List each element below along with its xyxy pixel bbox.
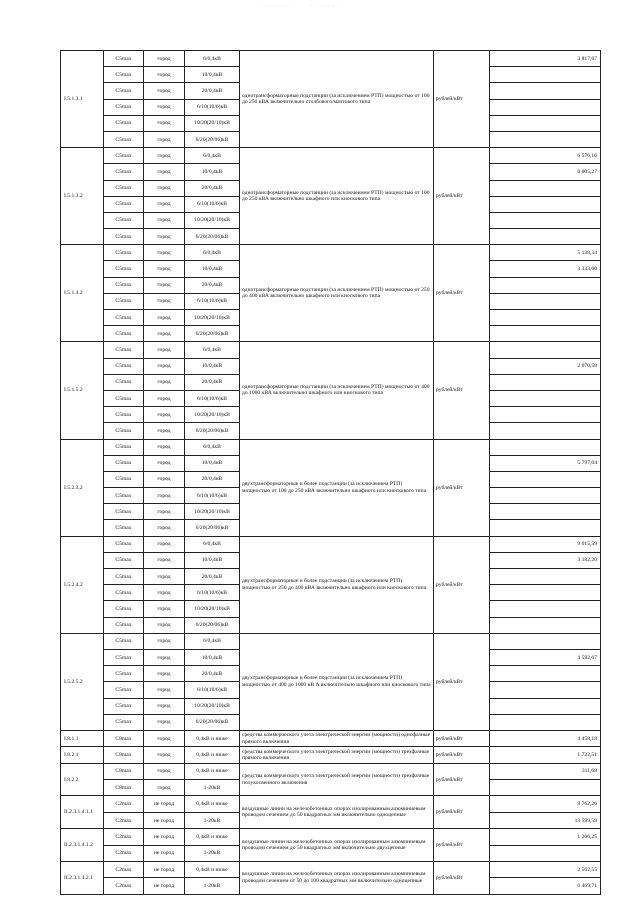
voltage-cell: 10/20(20/10)кВ	[185, 698, 240, 714]
location-cell: город	[144, 342, 185, 358]
scan-mark-right: · · · ·· · ·	[310, 4, 341, 9]
location-cell: город	[144, 99, 185, 115]
row-code-cell: I.5.2.3.2	[61, 439, 104, 536]
rate-value-cell	[490, 845, 601, 861]
category-cell: C8max	[104, 763, 144, 779]
description-cell: однотрансформаторные подстанции (за исключением РТП) мощностью от 400 до 1000 кВА включительно шкафного или киоскового типа	[240, 342, 434, 439]
category-cell: C2max	[104, 845, 144, 861]
location-cell: город	[144, 552, 185, 568]
row-code-cell: I.5.1.3.1	[61, 51, 104, 148]
category-cell: C5max	[104, 131, 144, 147]
category-cell: C5max	[104, 51, 144, 67]
category-cell: C5max	[104, 585, 144, 601]
location-cell: город	[144, 536, 185, 552]
rate-value-cell	[490, 196, 601, 212]
category-cell: C5max	[104, 261, 144, 277]
location-cell: город	[144, 83, 185, 99]
rate-value-cell: 3 817,67	[490, 51, 601, 67]
voltage-cell: 1-20кВ	[185, 845, 240, 861]
rate-value-cell	[490, 698, 601, 714]
location-cell: город	[144, 666, 185, 682]
voltage-cell: 6/20(20/06)кВ	[185, 520, 240, 536]
table-row	[61, 439, 601, 455]
location-cell: не город	[144, 812, 185, 828]
rate-value-cell	[490, 293, 601, 309]
tariff-table	[60, 50, 601, 895]
category-cell: C5max	[104, 552, 144, 568]
voltage-cell: 10/0,4кВ	[185, 67, 240, 83]
location-cell: город	[144, 649, 185, 665]
location-cell: город	[144, 67, 185, 83]
rate-value-cell: 3 333,60	[490, 261, 601, 277]
category-cell: C5max	[104, 633, 144, 649]
location-cell: город	[144, 569, 185, 585]
unit-cell: рублей/кВт	[434, 439, 490, 536]
table-row	[61, 747, 601, 763]
description-cell: воздушные линии на железобетонных опорах изолированным алюминиевым проводом сечением от 50 до 100 квадратных мм включительно одноцепные	[240, 862, 434, 895]
voltage-cell: 6/0,4кВ	[185, 342, 240, 358]
category-cell: C5max	[104, 115, 144, 131]
location-cell: город	[144, 504, 185, 520]
rate-value-cell: 5 138,34	[490, 245, 601, 261]
location-cell: город	[144, 455, 185, 471]
rate-value-cell	[490, 342, 601, 358]
category-cell: C5max	[104, 520, 144, 536]
location-cell: город	[144, 471, 185, 487]
rate-value-cell	[490, 67, 601, 83]
location-cell: город	[144, 585, 185, 601]
row-code-cell: I.8.2.1	[61, 747, 104, 763]
location-cell: город	[144, 374, 185, 390]
voltage-cell: 6/10(10/6)кВ	[185, 196, 240, 212]
table-row	[61, 245, 601, 261]
rate-value-cell: 6 576,16	[490, 148, 601, 164]
description-cell: двухтрансформаторные и более подстанции (за исключением РТП) мощностью от 100 до 250 кВА включительно шкафного или киоскового типа	[240, 439, 434, 536]
table-row	[61, 633, 601, 649]
rate-value-cell	[490, 326, 601, 342]
rate-value-cell: 1 722,51	[490, 747, 601, 763]
voltage-cell: 10/0,4кВ	[185, 164, 240, 180]
category-cell: C5max	[104, 326, 144, 342]
voltage-cell: 6/10(10/6)кВ	[185, 585, 240, 601]
location-cell: город	[144, 682, 185, 698]
location-cell: не город	[144, 829, 185, 845]
category-cell: C2max	[104, 812, 144, 828]
voltage-cell: 1-20кВ	[185, 780, 240, 796]
voltage-cell: 10/20(20/10)кВ	[185, 601, 240, 617]
location-cell: не город	[144, 796, 185, 812]
category-cell: C5max	[104, 390, 144, 406]
rate-value-cell	[490, 569, 601, 585]
category-cell: C5max	[104, 358, 144, 374]
location-cell: город	[144, 780, 185, 796]
table-row	[61, 536, 601, 552]
category-cell: C5max	[104, 83, 144, 99]
rate-value-cell: 1 266,25	[490, 829, 601, 845]
row-code-cell: I.8.2.2	[61, 763, 104, 796]
row-code-cell: I.5.1.5.2	[61, 342, 104, 439]
rate-value-cell	[490, 633, 601, 649]
rate-value-cell	[490, 390, 601, 406]
category-cell: C8max	[104, 747, 144, 763]
rate-value-cell	[490, 504, 601, 520]
category-cell: C5max	[104, 277, 144, 293]
category-cell: C5max	[104, 229, 144, 245]
location-cell: город	[144, 51, 185, 67]
voltage-cell: 6/0,4кВ	[185, 536, 240, 552]
rate-value-cell	[490, 471, 601, 487]
rate-value-cell	[490, 423, 601, 439]
description-cell: однотрансформаторные подстанции (за исключением РТП) мощностью от 100 до 250 кВА включительно столбового/мачтового типа	[240, 51, 434, 148]
voltage-cell: 10/20(20/10)кВ	[185, 407, 240, 423]
location-cell: город	[144, 439, 185, 455]
voltage-cell: 6/20(20/06)кВ	[185, 714, 240, 730]
row-code-cell: I.5.1.4.2	[61, 245, 104, 342]
description-cell: воздушные линии на железобетонных опорах изолированным алюминиевым проводом сечением до 50 квадратных мм включительно двухцепные	[240, 829, 434, 862]
voltage-cell: 0,4кВ и ниже	[185, 763, 240, 779]
voltage-cell: 6/10(10/6)кВ	[185, 390, 240, 406]
unit-cell: рублей/кВт	[434, 730, 490, 746]
location-cell: не город	[144, 862, 185, 878]
category-cell: C5max	[104, 99, 144, 115]
voltage-cell: 6/20(20/06)кВ	[185, 617, 240, 633]
rate-value-cell: 311,68	[490, 763, 601, 779]
voltage-cell: 20/0,4кВ	[185, 180, 240, 196]
category-cell: C5max	[104, 245, 144, 261]
category-cell: C2max	[104, 878, 144, 894]
location-cell: город	[144, 633, 185, 649]
location-cell: город	[144, 277, 185, 293]
voltage-cell: 0,4кВ и ниже	[185, 747, 240, 763]
category-cell: C5max	[104, 148, 144, 164]
row-code-cell: I.5.2.5.2	[61, 633, 104, 730]
rate-value-cell	[490, 601, 601, 617]
voltage-cell: 6/10(10/6)кВ	[185, 293, 240, 309]
description-cell: средства коммерческого учета электрической энергии (мощности) трехфазные прямого включения	[240, 747, 434, 763]
voltage-cell: 20/0,4кВ	[185, 277, 240, 293]
rate-value-cell: 6 469,71	[490, 878, 601, 894]
unit-cell: рублей/кВт	[434, 633, 490, 730]
category-cell: C5max	[104, 196, 144, 212]
category-cell: C5max	[104, 407, 144, 423]
category-cell: C5max	[104, 714, 144, 730]
voltage-cell: 6/0,4кВ	[185, 51, 240, 67]
voltage-cell: 6/10(10/6)кВ	[185, 488, 240, 504]
location-cell: город	[144, 131, 185, 147]
category-cell: C2max	[104, 862, 144, 878]
voltage-cell: 0,4кВ и ниже	[185, 796, 240, 812]
location-cell: не город	[144, 878, 185, 894]
row-code-cell: I.5.1.3.2	[61, 148, 104, 245]
rate-value-cell	[490, 520, 601, 536]
voltage-cell: 6/0,4кВ	[185, 245, 240, 261]
unit-cell: рублей/кВт	[434, 342, 490, 439]
row-code-cell: II.2.3.1.4.1.2	[61, 829, 104, 862]
voltage-cell: 10/20(20/10)кВ	[185, 115, 240, 131]
voltage-cell: 6/20(20/06)кВ	[185, 131, 240, 147]
voltage-cell: 6/20(20/06)кВ	[185, 326, 240, 342]
location-cell: город	[144, 326, 185, 342]
voltage-cell: 6/10(10/6)кВ	[185, 682, 240, 698]
location-cell: город	[144, 698, 185, 714]
category-cell: C5max	[104, 455, 144, 471]
unit-cell: рублей/кВт	[434, 51, 490, 148]
voltage-cell: 6/20(20/06)кВ	[185, 423, 240, 439]
table-row	[61, 51, 601, 67]
description-cell: однотрансформаторные подстанции (за исключением РТП) мощностью от 100 до 250 кВА включительно шкафного или киоскового типа	[240, 148, 434, 245]
category-cell: C8max	[104, 730, 144, 746]
rate-value-cell	[490, 374, 601, 390]
row-code-cell: II.2.3.1.4.2.1	[61, 862, 104, 895]
rate-value-cell: 3 182,20	[490, 552, 601, 568]
table-row	[61, 796, 601, 812]
category-cell: C5max	[104, 471, 144, 487]
voltage-cell: 10/20(20/10)кВ	[185, 310, 240, 326]
voltage-cell: 20/0,4кВ	[185, 569, 240, 585]
category-cell: C5max	[104, 649, 144, 665]
unit-cell: рублей/кВт	[434, 245, 490, 342]
voltage-cell: 0,4кВ и ниже	[185, 862, 240, 878]
category-cell: C5max	[104, 439, 144, 455]
location-cell: город	[144, 520, 185, 536]
scan-mark-left: · ·· · ·· · ·	[260, 4, 293, 9]
rate-value-cell	[490, 439, 601, 455]
location-cell: город	[144, 164, 185, 180]
location-cell: город	[144, 617, 185, 633]
unit-cell: рублей/кВт	[434, 536, 490, 633]
location-cell: город	[144, 261, 185, 277]
rate-value-cell: 2 562,55	[490, 862, 601, 878]
category-cell: C5max	[104, 212, 144, 228]
category-cell: C5max	[104, 293, 144, 309]
location-cell: город	[144, 390, 185, 406]
rate-value-cell: 8 762,26	[490, 796, 601, 812]
voltage-cell: 6/0,4кВ	[185, 633, 240, 649]
voltage-cell: 10/0,4кВ	[185, 552, 240, 568]
location-cell: город	[144, 310, 185, 326]
description-cell: средства коммерческого учета электрической энергии (мощности) трехфазные полукосвенного включения	[240, 763, 434, 796]
category-cell: C5max	[104, 423, 144, 439]
category-cell: C5max	[104, 342, 144, 358]
rate-value-cell	[490, 585, 601, 601]
rate-value-cell	[490, 83, 601, 99]
row-code-cell: I.5.2.4.2	[61, 536, 104, 633]
voltage-cell: 20/0,4кВ	[185, 471, 240, 487]
location-cell: город	[144, 601, 185, 617]
description-cell: однотрансформаторные подстанции (за исключением РТП) мощностью от 250 до 400 кВА включительно шкафного или киоскового типа	[240, 245, 434, 342]
voltage-cell: 20/0,4кВ	[185, 83, 240, 99]
voltage-cell: 20/0,4кВ	[185, 374, 240, 390]
voltage-cell: 10/0,4кВ	[185, 455, 240, 471]
location-cell: город	[144, 229, 185, 245]
category-cell: C5max	[104, 504, 144, 520]
table-row	[61, 763, 601, 779]
location-cell: город	[144, 180, 185, 196]
rate-value-cell	[490, 407, 601, 423]
location-cell: город	[144, 407, 185, 423]
location-cell: город	[144, 212, 185, 228]
category-cell: C8max	[104, 780, 144, 796]
voltage-cell: 10/0,4кВ	[185, 649, 240, 665]
voltage-cell: 6/20(20/06)кВ	[185, 229, 240, 245]
voltage-cell: 10/0,4кВ	[185, 358, 240, 374]
rate-value-cell	[490, 310, 601, 326]
location-cell: город	[144, 293, 185, 309]
rate-value-cell: 9 015,59	[490, 536, 601, 552]
location-cell: город	[144, 196, 185, 212]
voltage-cell: 10/0,4кВ	[185, 261, 240, 277]
rate-value-cell	[490, 617, 601, 633]
rate-value-cell	[490, 666, 601, 682]
category-cell: C5max	[104, 180, 144, 196]
rate-value-cell: 5 797,04	[490, 455, 601, 471]
table-row	[61, 829, 601, 845]
category-cell: C5max	[104, 67, 144, 83]
unit-cell: рублей/кВт	[434, 862, 490, 895]
category-cell: C5max	[104, 682, 144, 698]
rate-value-cell	[490, 115, 601, 131]
location-cell: город	[144, 245, 185, 261]
unit-cell: рублей/кВт	[434, 829, 490, 862]
row-code-cell: II.2.3.1.4.1.1	[61, 796, 104, 829]
table-row	[61, 148, 601, 164]
voltage-cell: 0,4кВ и ниже	[185, 730, 240, 746]
category-cell: C5max	[104, 164, 144, 180]
table-row	[61, 342, 601, 358]
location-cell: город	[144, 763, 185, 779]
rate-value-cell	[490, 488, 601, 504]
location-cell: город	[144, 730, 185, 746]
category-cell: C2max	[104, 796, 144, 812]
description-cell: двухтрансформаторные и более подстанции (за исключением РТП) мощностью от 250 до 400 кВА включительно шкафного или киоскового типа	[240, 536, 434, 633]
location-cell: город	[144, 488, 185, 504]
rate-value-cell	[490, 99, 601, 115]
location-cell: город	[144, 358, 185, 374]
description-cell: двухтрансформаторные и более подстанции (за исключением РТП) мощностью от 400 до 1000 кВ А включительно шкафного или киоскового типа	[240, 633, 434, 730]
rate-value-cell	[490, 131, 601, 147]
unit-cell: рублей/кВт	[434, 747, 490, 763]
category-cell: C5max	[104, 374, 144, 390]
voltage-cell: 6/0,4кВ	[185, 439, 240, 455]
voltage-cell: 6/10(10/6)кВ	[185, 99, 240, 115]
category-cell: C5max	[104, 666, 144, 682]
category-cell: C5max	[104, 536, 144, 552]
voltage-cell: 1-20кВ	[185, 812, 240, 828]
rate-value-cell	[490, 682, 601, 698]
rate-value-cell: 4 458,18	[490, 730, 601, 746]
rate-value-cell	[490, 714, 601, 730]
rate-value-cell: 2 070,58	[490, 358, 601, 374]
location-cell: город	[144, 714, 185, 730]
rate-value-cell	[490, 212, 601, 228]
rate-value-cell	[490, 180, 601, 196]
unit-cell: рублей/кВт	[434, 763, 490, 796]
unit-cell: рублей/кВт	[434, 148, 490, 245]
table-row	[61, 862, 601, 878]
description-cell: средства коммерческого учета электрической энергии (мощности) однофазные прямого включения	[240, 730, 434, 746]
rate-value-cell: 4 592,67	[490, 649, 601, 665]
location-cell: не город	[144, 845, 185, 861]
rate-value-cell: 6 005,27	[490, 164, 601, 180]
location-cell: город	[144, 747, 185, 763]
voltage-cell: 0,4кВ и ниже	[185, 829, 240, 845]
category-cell: C5max	[104, 617, 144, 633]
location-cell: город	[144, 148, 185, 164]
category-cell: C5max	[104, 698, 144, 714]
voltage-cell: 10/20(20/10)кВ	[185, 212, 240, 228]
tariff-table-body	[61, 51, 601, 895]
scan-header-marks	[260, 4, 340, 9]
category-cell: C5max	[104, 310, 144, 326]
location-cell: город	[144, 423, 185, 439]
voltage-cell: 1-20кВ	[185, 878, 240, 894]
rate-value-cell	[490, 780, 601, 796]
voltage-cell: 10/20(20/10)кВ	[185, 504, 240, 520]
rate-value-cell	[490, 229, 601, 245]
category-cell: C5max	[104, 569, 144, 585]
unit-cell: рублей/кВт	[434, 796, 490, 829]
voltage-cell: 6/0,4кВ	[185, 148, 240, 164]
rate-value-cell	[490, 277, 601, 293]
rate-value-cell: 13 599,59	[490, 812, 601, 828]
voltage-cell: 20/0,4кВ	[185, 666, 240, 682]
location-cell: город	[144, 115, 185, 131]
category-cell: C2max	[104, 829, 144, 845]
row-code-cell: I.8.1.1	[61, 730, 104, 746]
description-cell: воздушные линии на железобетонных опорах изолированным алюминиевым проводом сечением до 50 квадратных мм включительно одноцепные	[240, 796, 434, 829]
category-cell: C5max	[104, 601, 144, 617]
table-row	[61, 730, 601, 746]
category-cell: C5max	[104, 488, 144, 504]
